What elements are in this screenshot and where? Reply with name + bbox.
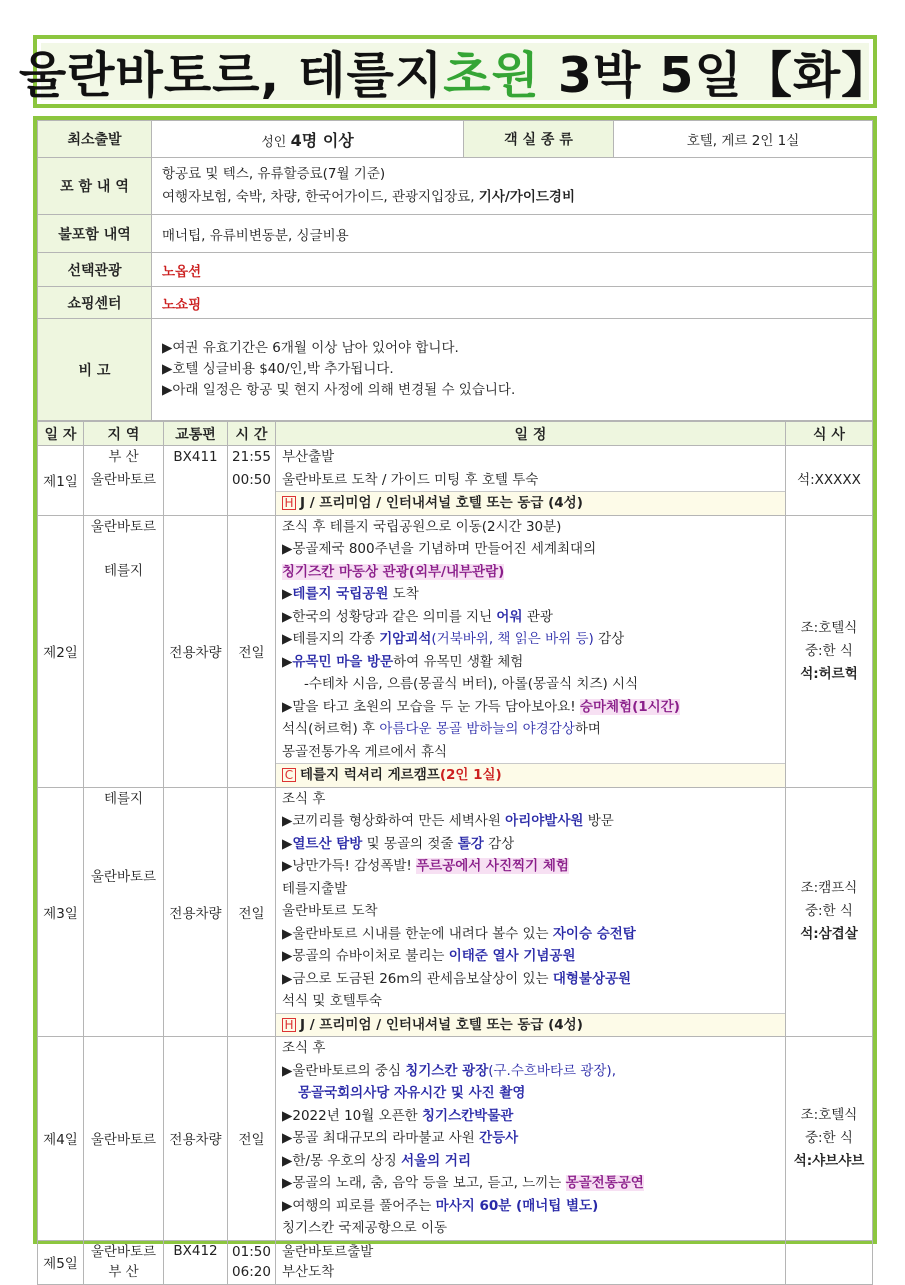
transport-cell: 전용차량 bbox=[164, 515, 228, 787]
day-cell: 제1일 bbox=[38, 446, 84, 516]
itinerary-cell: 조식 후 ▶울란바토르의 중심 칭기스칸 광장(구.수흐바타르 광장), 몽골국회의사당 자유시간 및 사진 촬영 ▶2022년 10월 오픈한 칭기스칸박물관 ▶몽골 최대규모의 라마불교 사원 간등사 ▶한/몽 우호의 상징 서울의 거리 ▶몽골의 노래, 춤, 음악 등을 보고, 듣고, 느끼는 몽골전통공연 ▶여행의 피로를 풀어주는 마사지 60분 (매너팁 별도) 칭기스칸 국제공항으로 이동 bbox=[276, 1037, 786, 1241]
itinerary-cell: 울란바토르출발 부산도착 bbox=[276, 1240, 786, 1284]
transport-cell: BX412 bbox=[164, 1240, 228, 1284]
header-meal: 식 사 bbox=[786, 422, 873, 446]
transport-cell: 전용차량 bbox=[164, 1037, 228, 1241]
header-time: 시 간 bbox=[228, 422, 276, 446]
note-item: ▶여권 유효기간은 6개월 이상 남아 있어야 합니다. bbox=[162, 340, 459, 356]
hotel-line: C 테를지 럭셔리 게르캠프(2인 1실) bbox=[276, 763, 785, 787]
time-cell: 01:50 06:20 bbox=[228, 1240, 276, 1284]
day-cell: 제2일 bbox=[38, 515, 84, 787]
hotel-line: H J / 프리미엄 / 인터내셔널 호텔 또는 동급 (4성) bbox=[276, 1013, 785, 1037]
header-day: 일 자 bbox=[38, 422, 84, 446]
meal-cell bbox=[786, 1240, 873, 1284]
info-table bbox=[37, 120, 873, 421]
time-cell: 21:55 00:50 bbox=[228, 446, 276, 516]
itinerary-cell: 조식 후 ▶코끼리를 형상화하여 만든 세벽사원 아리야발사원 방문 ▶열트산 탐방 및 몽골의 젖줄 톨강 감상 ▶낭만가득! 감성폭발! 푸르공에서 사진찍기 체험 테를지출발 울란바토르 도착 ▶울란바토르 시내를 한눈에 내려다 볼수 있는 자이승 승전탑 ▶몽골의 슈바이처로 불리는 이태준 열사 기념공원 ▶금으로 도금된 26m의 관세음보살상이 있는 대형불상공원 석식 및 호텔투숙 H J / 프리미엄 / 인터내셔널 호텔 또는 동급 (4성) bbox=[276, 787, 786, 1037]
note-item: ▶아래 일정은 항공 및 현지 사정에 의해 변경될 수 있습니다. bbox=[162, 382, 516, 398]
hotel-line: H J / 프리미엄 / 인터내셔널 호텔 또는 동급 (4성) bbox=[276, 491, 785, 515]
title-part3: 3박 5일【화】 bbox=[557, 46, 892, 104]
camp-icon: C bbox=[282, 768, 296, 782]
day-cell: 제3일 bbox=[38, 787, 84, 1037]
page-title bbox=[18, 43, 892, 104]
meal-cell: 조:호텔식 중:한 식 석:허르헉 bbox=[786, 515, 873, 787]
region-cell: 울란바토르 부 산 bbox=[84, 1240, 164, 1284]
notes-label: 비 고 bbox=[38, 319, 152, 421]
meal-cell: 조:호텔식 중:한 식 석:샤브샤브 bbox=[786, 1037, 873, 1241]
main-table-box bbox=[33, 116, 877, 1280]
meal-cell: 석:XXXXX bbox=[786, 446, 873, 516]
excluded-label: 불포함 내역 bbox=[38, 215, 152, 253]
header-region: 지 역 bbox=[84, 422, 164, 446]
itinerary-cell: 조식 후 테를지 국립공원으로 이동(2시간 30분) ▶몽골제국 800주년을 기념하며 만들어진 세계최대의 칭기즈칸 마동상 관광(외부/내부관람) ▶테를지 국립공원 도착 ▶한국의 성황당과 같은 의미를 지닌 어워 관광 ▶테를지의 각종 기암괴석(거북바위, 책 읽은 바위 등) 감상 ▶유목민 마을 방문하여 유목민 생활 체험 -수테차 시음, 으름(몽골식 버터), 아롤(몽골식 치즈) 시식 ▶말을 타고 초원의 모습을 두 눈 가득 담아보아요! 승마체험(1시간) 석식(허르헉) 후 아름다운 몽골 밤하늘의 야경감상하며 몽골전통가옥 게르에서 휴식 C 테를지 럭셔리 게르캠프(2인 1실) bbox=[276, 515, 786, 787]
optional-tour-value: 노옵션 bbox=[152, 253, 873, 287]
table-row bbox=[38, 787, 873, 1037]
hotel-icon: H bbox=[282, 496, 296, 510]
room-type-value: 호텔, 게르 2인 1실 bbox=[614, 121, 873, 158]
day-cell: 제4일 bbox=[38, 1037, 84, 1241]
room-type-label: 객 실 종 류 bbox=[464, 121, 614, 158]
region-cell: 부 산 울란바토르 bbox=[84, 446, 164, 516]
header-itinerary: 일 정 bbox=[276, 422, 786, 446]
note-item: ▶호텔 싱글비용 $40/인,박 추가됩니다. bbox=[162, 361, 394, 377]
region-cell: 테를지 울란바토르 bbox=[84, 787, 164, 1037]
itinerary-cell: 부산출발 울란바토르 도착 / 가이드 미팅 후 호텔 투숙 H J / 프리미엄 / 인터내셔널 호텔 또는 동급 (4성) bbox=[276, 446, 786, 516]
included-value: 항공료 및 텍스, 유류할증료(7월 기준) 여행자보험, 숙박, 차량, 한국어가이드, 관광지입장료, 기사/가이드경비 bbox=[152, 158, 873, 215]
shopping-label: 쇼핑센터 bbox=[38, 287, 152, 319]
region-cell: 울란바토르 테를지 bbox=[84, 515, 164, 787]
hotel-icon: H bbox=[282, 1018, 296, 1032]
notes-list bbox=[152, 319, 873, 421]
table-row bbox=[38, 515, 873, 787]
transport-cell: 전용차량 bbox=[164, 787, 228, 1037]
table-row bbox=[38, 446, 873, 516]
day-cell: 제5일 bbox=[38, 1240, 84, 1284]
table-row bbox=[38, 1037, 873, 1241]
optional-tour-label: 선택관광 bbox=[38, 253, 152, 287]
title-banner bbox=[18, 35, 892, 108]
title-part2: 초원 bbox=[443, 46, 540, 104]
schedule-table bbox=[37, 421, 873, 1285]
table-row bbox=[38, 1240, 873, 1284]
excluded-value: 매너팁, 유류비변동분, 싱글비용 bbox=[152, 215, 873, 253]
included-label: 포 함 내 역 bbox=[38, 158, 152, 215]
time-cell: 전일 bbox=[228, 787, 276, 1037]
header-transport: 교통편 bbox=[164, 422, 228, 446]
meal-cell: 조:캠프식 중:한 식 석:삼겹살 bbox=[786, 787, 873, 1037]
title-part1: 울란바토르, 테를지 bbox=[18, 46, 444, 104]
time-cell: 전일 bbox=[228, 515, 276, 787]
shopping-value: 노쇼핑 bbox=[152, 287, 873, 319]
min-departure-label: 최소출발 bbox=[38, 121, 152, 158]
region-cell: 울란바토르 bbox=[84, 1037, 164, 1241]
transport-cell: BX411 bbox=[164, 446, 228, 516]
time-cell: 전일 bbox=[228, 1037, 276, 1241]
min-departure-value: 성인 4명 이상 bbox=[152, 121, 464, 158]
